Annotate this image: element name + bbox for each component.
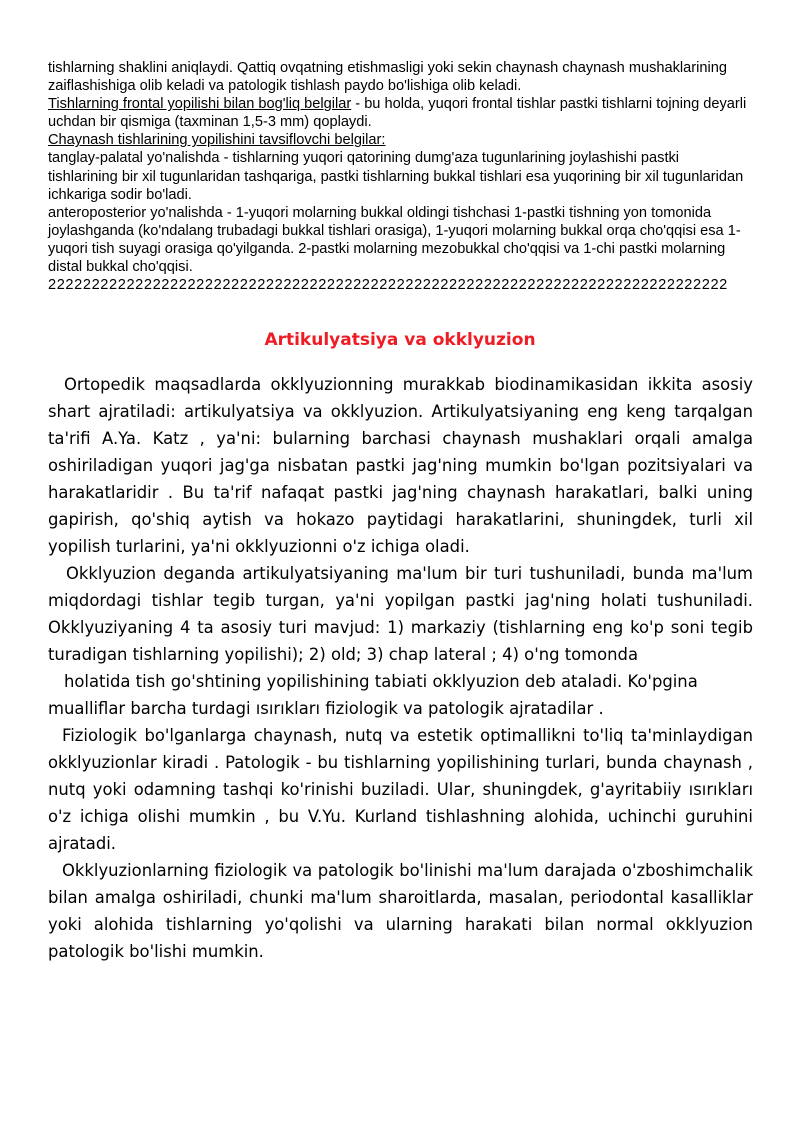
- number-row: 222222222222222222222222222222222222222222222222222222222222222222222222222222: [48, 277, 728, 294]
- frontal-closure-heading: Tishlarning frontal yopilishi bilan bog'liq belgilar: [48, 96, 352, 113]
- intro-paragraph: tishlarning shaklini aniqlaydi. Qattiq ovqatning etishmasligi yoki sekin chaynash chaynash mushaklarining zaiflashishiga olib keladi va patologik tishlash paydo bo'lishiga olib keladi.: [48, 60, 727, 95]
- chewing-teeth-heading: Chaynash tishlarining yopilishini tavsiflovchi belgilar:: [48, 132, 386, 149]
- paragraph-occlusion-definition: Okklyuzion deganda artikulyatsiyaning ma'lum bir turi tushuniladi, bunda ma'lum miqdordagi tishlar tegib turgan, ya'ni yopilgan pastki jag'ning holati tushuniladi. Okklyuziyaning 4 ta asosiy turi mavjud: 1) markaziy (tishlarning eng ko'p soni tegib turadigan tishlarning yopilishi); 2) old; 3) chap lateral ; 4) o'ng tomonda: [48, 564, 753, 664]
- frontal-closure-text: - bu holda, yuqori frontal tishlar pastki tishlarni tojning deyarli uchdan bir qismiga (taxminan 1,5-3 mm) qoplaydi.: [48, 96, 747, 131]
- frontal-closure-paragraph: [48, 95, 748, 131]
- paragraph-articulation: Ortopedik maqsadlarda okklyuzionning murakkab biodinamikasidan ikkita asosiy shart ajratiladi: artikulyatsiya va okklyuzion. Artikulyatsiyaning eng keng tarqalgan ta'rifi A.Ya. Katz , ya'ni: bularning barchasi chaynash mushaklari orqali amalga oshiriladigan yuqori jag'ga nisbatan pastki jag'ning mumkin bo'lgan pozitsiyalari va harakatlaridir . Bu ta'rif nafaqat pastki jag'ning chaynash harakatlari, balki uning gapirish, qo'shiq aytish va hokazo paytidagi harakatlarini, shuningdek, turli xil yopilish turlarini, ya'ni okklyuzionni o'z ichiga oladi.: [48, 375, 753, 556]
- section-title: Artikulyatsiya va okklyuzion: [264, 330, 536, 350]
- paragraph-physiological: Fiziologik bo'lganlarga chaynash, nutq va estetik optimallikni to'liq ta'minlaydigan okklyuzionlar kiradi . Patologik - bu tishlarning yopilishining turlari, bunda chaynash , nutq yoki odamning tashqi ko'rinishi buziladi. Ular, shuningdek, g'ayritabiiy ısırıkları o'z ichiga olishi mumkin , bu V.Yu. Kurland tishlashning alohida, uchinchi guruhini ajratadi.: [48, 726, 753, 853]
- paragraph-occlusion-nature: holatida tish go'shtining yopilishining tabiati okklyuzion deb ataladi. Ko'pgina mualliflar barcha turdagi ısırıkları fiziologik va patologik ajratadilar .: [48, 672, 698, 718]
- paragraph-classification: Okklyuzionlarning fiziologik va patologik bo'linishi ma'lum darajada o'zboshimchalik bilan amalga oshiriladi, chunki ma'lum sharoitlarda, masalan, periodontal kasalliklar yoki alohida tishlarning yo'qolishi va ularning harakati bilan normal okklyuzion patologik bo'lishi mumkin.: [48, 861, 753, 961]
- transverse-direction-paragraph: tanglay-palatal yo'nalishda - tishlarning yuqori qatorining dumg'aza tugunlarining joylashishi pastki tishlarining bir xil tugunlaridan tashqariga, pastki tishlarning bukkal tishlari esa yuqorining bir xil tugunlaridan ichkariga sodir bo'ladi.: [48, 150, 744, 203]
- anteroposterior-paragraph: anteroposterior yo'nalishda - 1-yuqori molarning bukkal oldingi tishchasi 1-pastki tishning yon tomonida joylashganda (ko'ndalang trubadagi bukkal tishlari orasiga), 1-yuqori molarning bukkal orqa cho'qqisi esa 1-yuqori tish suyagi orasiga qo'yilganda. 2-pastki molarning mezobukkal cho'qqisi va 1-chi pastki molarning distal bukkal cho'qqisi.: [48, 204, 741, 276]
- article-body: [48, 371, 753, 965]
- intro-text-block: [48, 59, 748, 294]
